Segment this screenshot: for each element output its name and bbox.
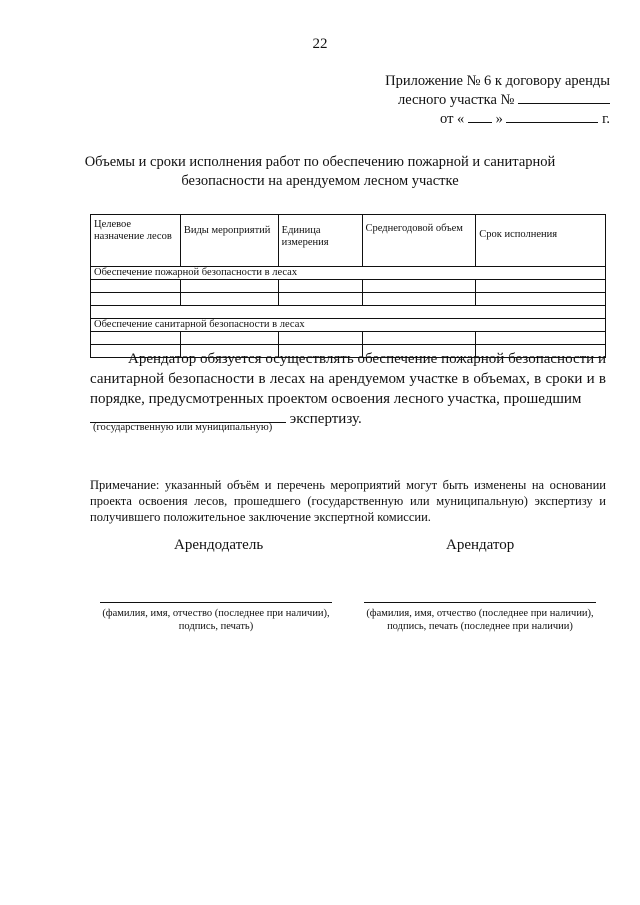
lessor-signature-caption: (фамилия, имя, отчество (последнее при наличии), подпись, печать) bbox=[102, 608, 330, 632]
expertise-type-blank bbox=[90, 409, 286, 423]
obligation-paragraph: Арендатор обязуется осуществлять обеспечение пожарной безопасности и санитарной безопасности в лесах на арендуемом участке в объемах, в сроки и в порядке, предусмотренных проектом освоения лесного участка, прошедшим экспертизу. bbox=[90, 351, 606, 427]
column-header: Единица измерения bbox=[278, 215, 362, 267]
annex-header bbox=[385, 72, 610, 129]
lessee-signature-caption: (фамилия, имя, отчество (последнее при наличии), подпись, печать (последнее при наличии) bbox=[366, 608, 594, 632]
works-table bbox=[90, 214, 606, 358]
title-line-2: безопасности на арендуемом лесном участке bbox=[181, 173, 459, 189]
document-title bbox=[60, 153, 580, 191]
section-label: Обеспечение санитарной безопасности в лесах bbox=[91, 319, 606, 332]
section-row bbox=[91, 267, 606, 280]
column-header: Среднегодовой объем bbox=[362, 215, 476, 267]
note-paragraph: Примечание: указанный объём и перечень мероприятий могут быть изменены на основании проекта освоения лесов, прошедшего (государственную или муниципальную) экспертизу и получившего положительное заключение экспертной комиссии. bbox=[90, 478, 606, 524]
lessee-title: Арендатор bbox=[446, 537, 515, 553]
annex-line-3: от « » г. bbox=[440, 111, 610, 127]
column-header: Срок исполнения bbox=[476, 215, 606, 267]
annex-line-1: Приложение № 6 к договору аренды bbox=[385, 73, 610, 89]
column-header: Целевое назначение лесов bbox=[91, 215, 181, 267]
table-row bbox=[91, 293, 606, 306]
lessor-signature-line bbox=[100, 602, 332, 603]
day-blank bbox=[468, 110, 492, 123]
lessee-signature-line bbox=[364, 602, 596, 603]
month-blank bbox=[506, 110, 598, 123]
page-number: 22 bbox=[312, 36, 328, 52]
section-label: Обеспечение пожарной безопасности в лесах bbox=[91, 267, 606, 280]
table-row bbox=[91, 332, 606, 345]
expertise-type-hint: (государственную или муниципальную) bbox=[93, 422, 273, 433]
title-line-1: Объемы и сроки исполнения работ по обеспечению пожарной и санитарной bbox=[84, 154, 556, 170]
lessor-title: Арендодатель bbox=[174, 537, 264, 553]
lease-number-blank bbox=[518, 91, 610, 104]
table-row bbox=[91, 306, 606, 319]
table-row bbox=[91, 280, 606, 293]
annex-line-2: лесного участка № bbox=[385, 91, 610, 110]
table-header-row bbox=[91, 215, 606, 267]
section-row bbox=[91, 319, 606, 332]
column-header: Виды мероприятий bbox=[180, 215, 278, 267]
